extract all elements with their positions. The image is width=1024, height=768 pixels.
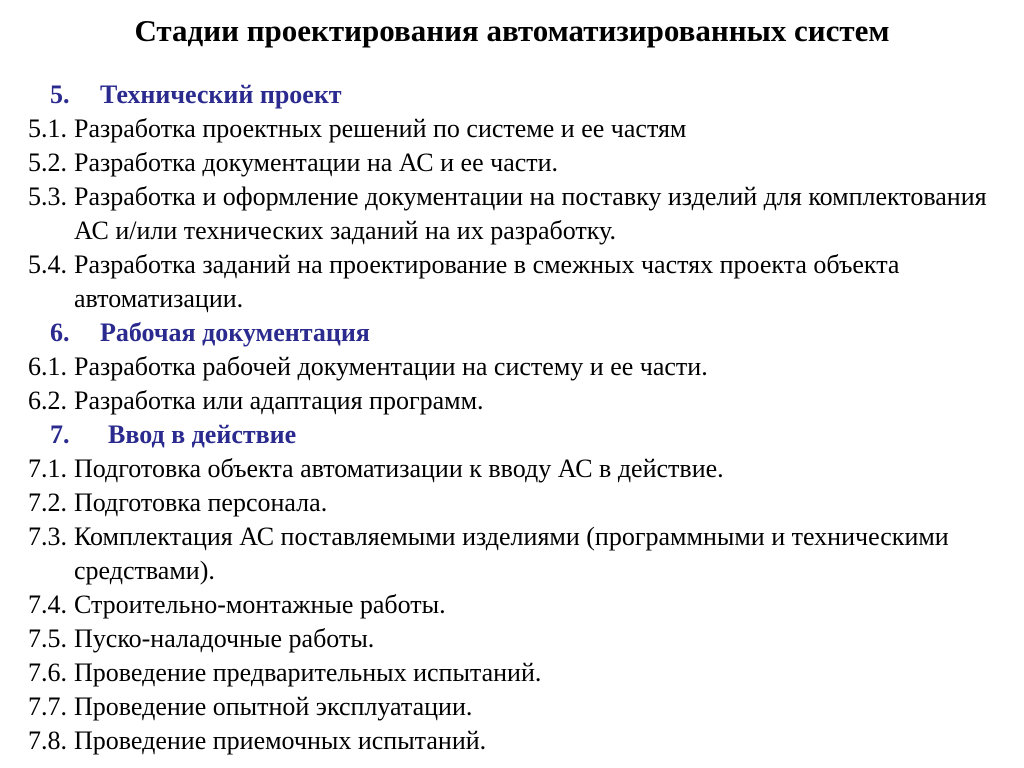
list-item	[28, 588, 1008, 622]
item-text: Проведение опытной эксплуатации.	[74, 692, 473, 721]
item-number: 7.5.	[28, 624, 67, 653]
item-text: Проведение приемочных испытаний.	[74, 726, 487, 755]
item-text: Комплектация АС поставляемыми изделиями (программными и техническими средствами).	[74, 522, 949, 585]
list-item	[28, 452, 1008, 486]
item-number: 7.7.	[28, 692, 67, 721]
list-item	[28, 146, 1008, 180]
section-number: 6.	[50, 318, 70, 347]
item-text: Разработка заданий на проектирование в смежных частях проекта объекта автоматизации.	[74, 250, 900, 313]
list-item	[28, 248, 1008, 316]
item-number: 7.6.	[28, 658, 67, 687]
list-item	[28, 656, 1008, 690]
section-title: Технический проект	[100, 80, 342, 109]
item-text: Подготовка объекта автоматизации к вводу АС в действие.	[74, 454, 724, 483]
section-title: Ввод в действие	[108, 420, 297, 449]
item-number: 7.3.	[28, 522, 67, 551]
list-item	[28, 690, 1008, 724]
item-text: Подготовка персонала.	[74, 488, 328, 517]
list-item	[28, 112, 1008, 146]
list-item	[28, 180, 1008, 248]
list-item	[28, 486, 1008, 520]
item-text: Разработка рабочей документации на систему и ее части.	[74, 352, 708, 381]
item-number: 5.2.	[28, 148, 67, 177]
item-text: Разработка проектных решений по системе и ее частям	[74, 114, 687, 143]
item-number: 5.4.	[28, 250, 67, 279]
item-text: Пуско-наладочные работы.	[74, 624, 375, 653]
item-text: Строительно-монтажные работы.	[74, 590, 446, 619]
list-item	[28, 622, 1008, 656]
item-number: 7.4.	[28, 590, 67, 619]
stages-list	[28, 78, 1008, 758]
item-text: Разработка документации на АС и ее части.	[74, 148, 559, 177]
list-item	[28, 520, 1008, 588]
section-number: 5.	[50, 80, 70, 109]
item-number: 6.1.	[28, 352, 67, 381]
section-heading-6	[28, 316, 1008, 350]
section-heading-7	[28, 418, 1008, 452]
page-title: Стадии проектирования автоматизированных систем	[134, 13, 890, 48]
item-text: Разработка и оформление документации на поставку изделий для комплектования АС и/или технических заданий на их разработку.	[74, 182, 987, 245]
item-number: 7.8.	[28, 726, 67, 755]
list-item	[28, 384, 1008, 418]
section-title: Рабочая документация	[100, 318, 370, 347]
section-number: 7.	[50, 420, 70, 449]
item-number: 7.1.	[28, 454, 67, 483]
item-text: Разработка или адаптация программ.	[74, 386, 484, 415]
item-number: 6.2.	[28, 386, 67, 415]
list-item	[28, 350, 1008, 384]
item-number: 5.1.	[28, 114, 67, 143]
list-item	[28, 724, 1008, 758]
item-text: Проведение предварительных испытаний.	[74, 658, 542, 687]
item-number: 5.3.	[28, 182, 67, 211]
section-heading-5	[28, 78, 1008, 112]
item-number: 7.2.	[28, 488, 67, 517]
